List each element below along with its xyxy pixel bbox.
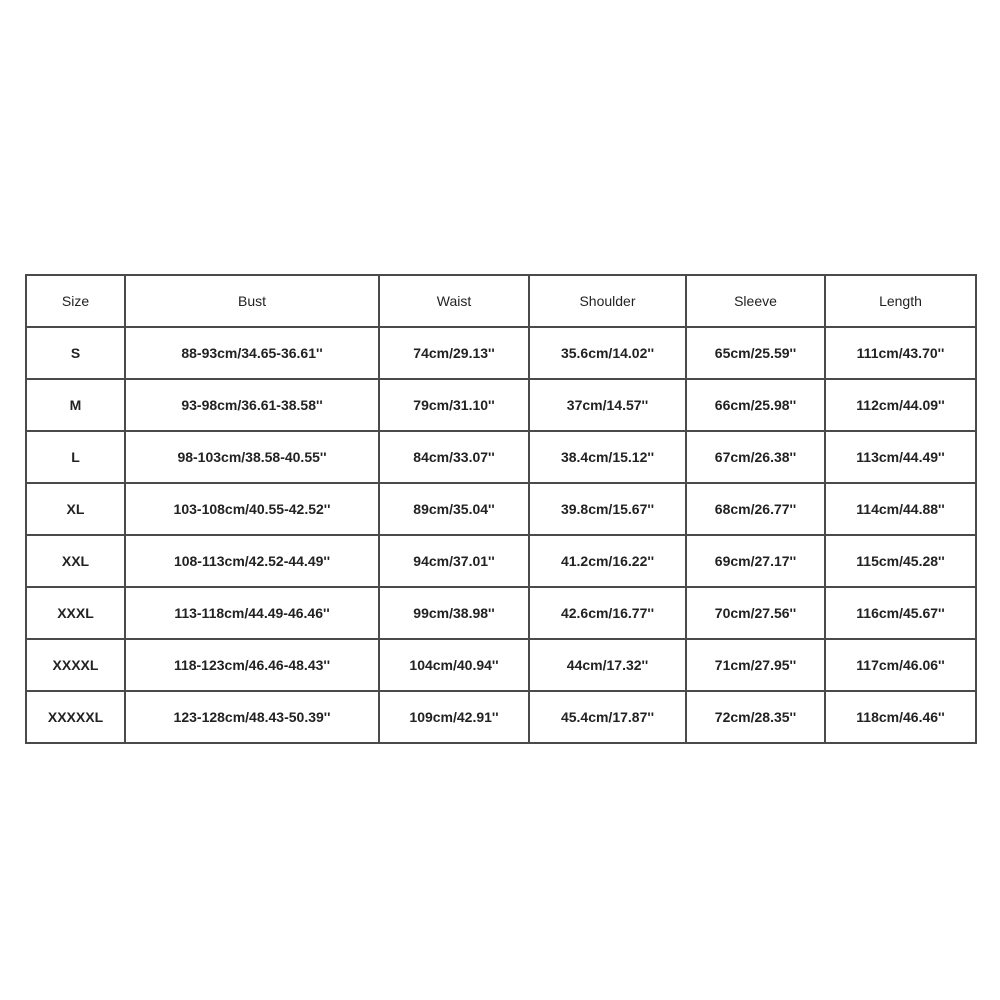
cell-bust: 113-118cm/44.49-46.46'' (125, 587, 379, 639)
header-length: Length (825, 275, 976, 327)
cell-sleeve: 68cm/26.77'' (686, 483, 825, 535)
cell-sleeve: 69cm/27.17'' (686, 535, 825, 587)
cell-shoulder: 44cm/17.32'' (529, 639, 686, 691)
cell-sleeve: 65cm/25.59'' (686, 327, 825, 379)
cell-size: M (26, 379, 125, 431)
cell-size: XXXXL (26, 639, 125, 691)
cell-size: XL (26, 483, 125, 535)
cell-bust: 93-98cm/36.61-38.58'' (125, 379, 379, 431)
table-row (26, 587, 976, 639)
header-row (26, 275, 976, 327)
cell-length: 112cm/44.09'' (825, 379, 976, 431)
cell-bust: 108-113cm/42.52-44.49'' (125, 535, 379, 587)
cell-shoulder: 42.6cm/16.77'' (529, 587, 686, 639)
cell-size: XXXL (26, 587, 125, 639)
header-shoulder: Shoulder (529, 275, 686, 327)
cell-waist: 104cm/40.94'' (379, 639, 529, 691)
size-chart-table (25, 274, 977, 744)
cell-length: 115cm/45.28'' (825, 535, 976, 587)
cell-size: L (26, 431, 125, 483)
table-row (26, 483, 976, 535)
cell-length: 117cm/46.06'' (825, 639, 976, 691)
cell-waist: 94cm/37.01'' (379, 535, 529, 587)
cell-sleeve: 66cm/25.98'' (686, 379, 825, 431)
cell-waist: 89cm/35.04'' (379, 483, 529, 535)
cell-size: S (26, 327, 125, 379)
cell-sleeve: 71cm/27.95'' (686, 639, 825, 691)
cell-bust: 103-108cm/40.55-42.52'' (125, 483, 379, 535)
cell-waist: 99cm/38.98'' (379, 587, 529, 639)
header-waist: Waist (379, 275, 529, 327)
table-row (26, 691, 976, 743)
cell-shoulder: 45.4cm/17.87'' (529, 691, 686, 743)
cell-length: 111cm/43.70'' (825, 327, 976, 379)
cell-sleeve: 70cm/27.56'' (686, 587, 825, 639)
header-bust: Bust (125, 275, 379, 327)
cell-waist: 109cm/42.91'' (379, 691, 529, 743)
cell-bust: 98-103cm/38.58-40.55'' (125, 431, 379, 483)
table-row (26, 379, 976, 431)
table-row (26, 431, 976, 483)
cell-shoulder: 35.6cm/14.02'' (529, 327, 686, 379)
cell-shoulder: 39.8cm/15.67'' (529, 483, 686, 535)
cell-length: 113cm/44.49'' (825, 431, 976, 483)
header-sleeve: Sleeve (686, 275, 825, 327)
cell-length: 118cm/46.46'' (825, 691, 976, 743)
header-size: Size (26, 275, 125, 327)
cell-bust: 88-93cm/34.65-36.61'' (125, 327, 379, 379)
cell-shoulder: 41.2cm/16.22'' (529, 535, 686, 587)
cell-length: 116cm/45.67'' (825, 587, 976, 639)
cell-waist: 74cm/29.13'' (379, 327, 529, 379)
cell-shoulder: 37cm/14.57'' (529, 379, 686, 431)
cell-shoulder: 38.4cm/15.12'' (529, 431, 686, 483)
cell-waist: 84cm/33.07'' (379, 431, 529, 483)
cell-waist: 79cm/31.10'' (379, 379, 529, 431)
table-row (26, 535, 976, 587)
cell-sleeve: 67cm/26.38'' (686, 431, 825, 483)
table-row (26, 639, 976, 691)
cell-length: 114cm/44.88'' (825, 483, 976, 535)
cell-sleeve: 72cm/28.35'' (686, 691, 825, 743)
cell-bust: 123-128cm/48.43-50.39'' (125, 691, 379, 743)
table-row (26, 327, 976, 379)
cell-bust: 118-123cm/46.46-48.43'' (125, 639, 379, 691)
cell-size: XXL (26, 535, 125, 587)
cell-size: XXXXXL (26, 691, 125, 743)
